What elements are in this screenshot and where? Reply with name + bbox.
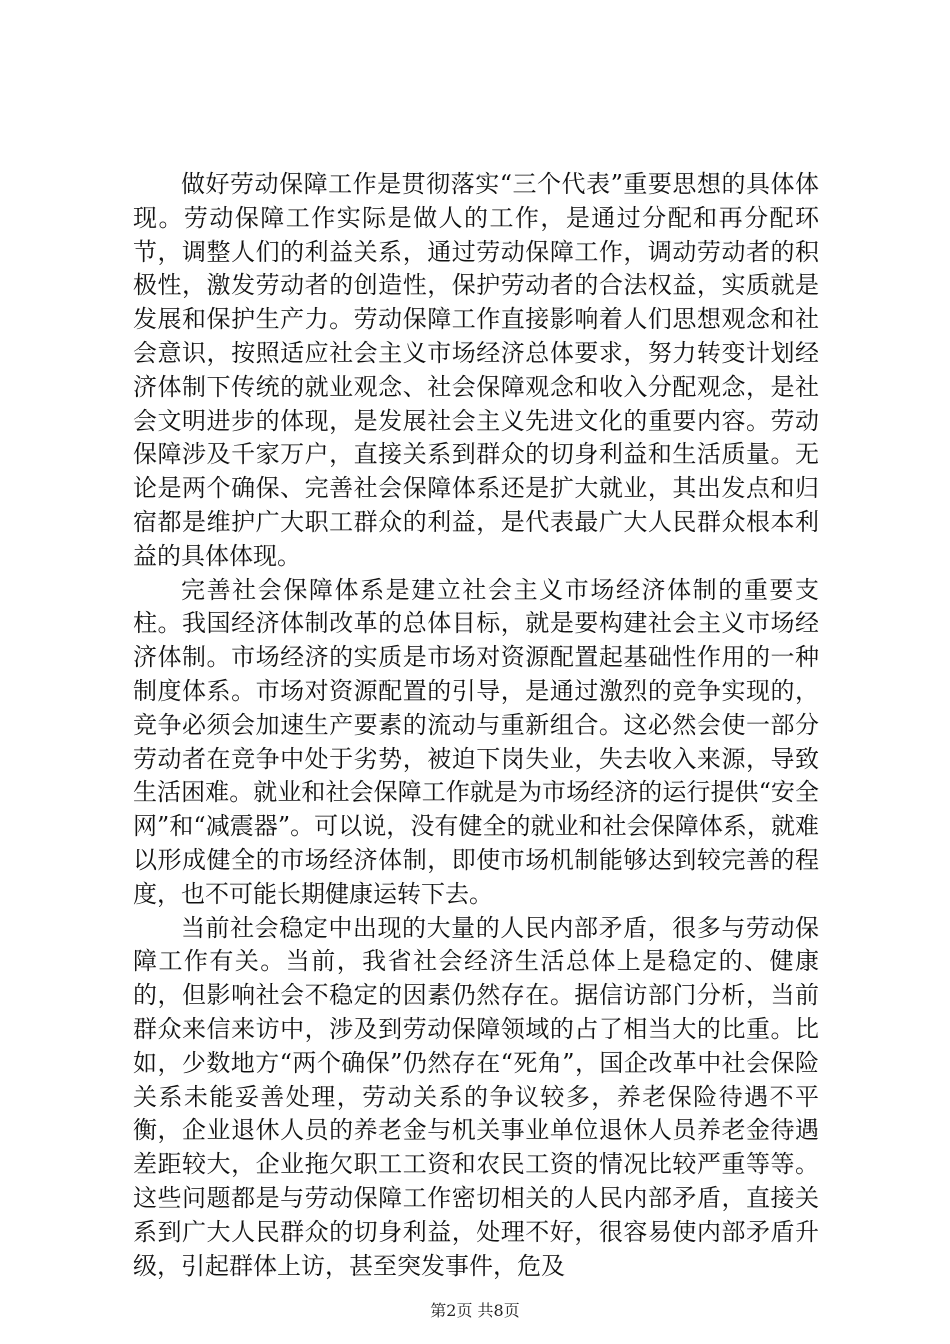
- paragraph-1: 做好劳动保障工作是贯彻落实“三个代表”重要思想的具体体现。劳动保障工作实际是做人的工作，是通过分配和再分配环节，调整人们的利益关系，通过劳动保障工作，调动劳动者的积极性，激发劳动者的创造性，保护劳动者的合法权益，实质就是发展和保护生产力。劳动保障工作直接影响着人们思想观念和社会意识，按照适应社会主义市场经济总体要求，努力转变计划经济体制下传统的就业观念、社会保障观念和收入分配观念，是社会文明进步的体现，是发展社会主义先进文化的重要内容。劳动保障涉及千家万户，直接关系到群众的切身利益和生活质量。无论是两个确保、完善社会保障体系还是扩大就业，其出发点和归宿都是维护广大职工群众的利益，是代表最广大人民群众根本利益的具体体现。: [133, 170, 819, 570]
- page-number-footer: 第2页 共8页: [430, 1301, 520, 1320]
- paragraph-2: 完善社会保障体系是建立社会主义市场经济体制的重要支柱。我国经济体制改革的总体目标，就是要构建社会主义市场经济体制。市场经济的实质是市场对资源配置起基础性作用的一种制度体系。市场对资源配置的引导，是通过激烈的竞争实现的，竞争必须会加速生产要素的流动与重新组合。这必然会使一部分劳动者在竞争中处于劣势，被迫下岗失业，失去收入来源，导致生活困难。就业和社会保障工作就是为市场经济的运行提供“安全网”和“减震器”。可以说，没有健全的就业和社会保障体系，就难以形成健全的市场经济体制，即使市场机制能够达到较完善的程度，也不可能长期健康运转下去。: [133, 575, 819, 908]
- body-text: [133, 168, 819, 1283]
- paragraph-3: 当前社会稳定中出现的大量的人民内部矛盾，很多与劳动保障工作有关。当前，我省社会经济生活总体上是稳定的、健康的，但影响社会不稳定的因素仍然存在。据信访部门分析，当前群众来信来访中，涉及到劳动保障领域的占了相当大的比重。比如，少数地方“两个确保”仍然存在“死角”，国企改革中社会保险关系未能妥善处理，劳动关系的争议较多，养老保险待遇不平衡，企业退休人员的养老金与机关事业单位退休人员养老金待遇差距较大，企业拖欠职工工资和农民工资的情况比较严重等等。这些问题都是与劳动保障工作密切相关的人民内部矛盾，直接关系到广大人民群众的切身利益，处理不好，很容易使内部矛盾升级，引起群体上访，甚至突发事件，危及: [133, 913, 819, 1280]
